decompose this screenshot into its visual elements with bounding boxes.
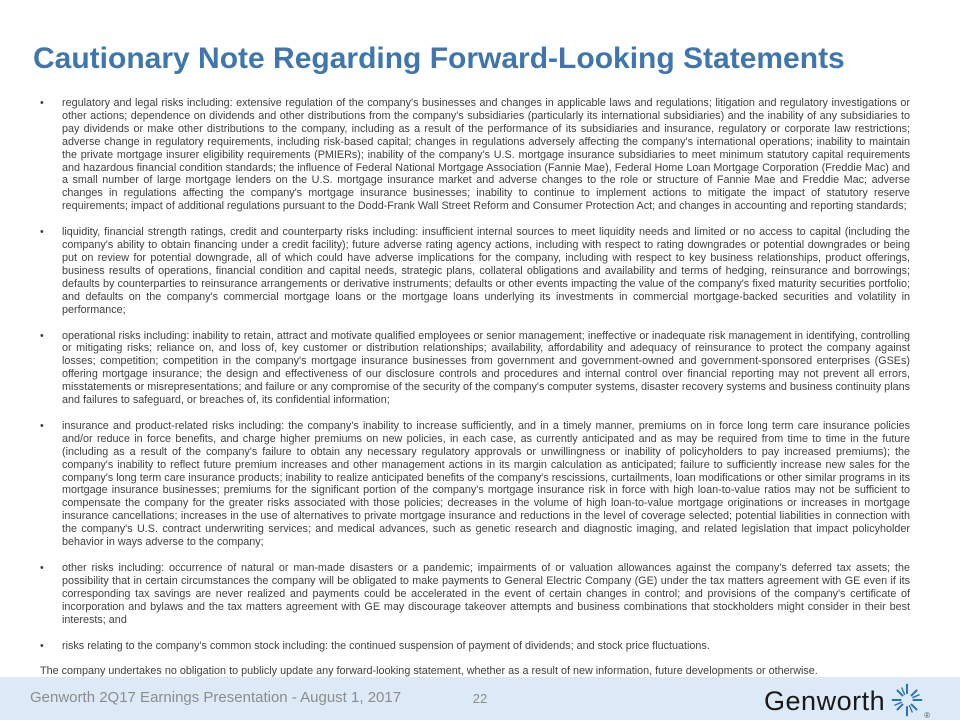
closing-note: The company undertakes no obligation to publicly update any forward-looking statement, whether as a result of new information, future developments or otherwise. [40,665,818,678]
bullet-icon: • [40,226,44,239]
footer-caption: Genworth 2Q17 Earnings Presentation - August 1, 2017 [30,689,402,706]
page-number: 22 [472,691,488,706]
registered-mark: ® [924,711,930,720]
bullet-item-insurance [40,420,910,549]
footer-bar [0,677,960,720]
bullet-item-common-stock [40,640,910,653]
page-title: Cautionary Note Regarding Forward-Looking Statements [33,42,845,75]
starburst-icon [888,681,926,724]
bullet-icon: • [40,329,44,342]
bullet-item-regulatory [40,97,910,213]
bullet-item-liquidity [40,226,910,316]
bullet-item-operational [40,330,910,407]
bullet-icon: • [40,562,44,574]
bullet-text-liquidity: liquidity, financial strength ratings, credit and counterparty risks including: insufficient internal sources to meet liquidity needs and limited or no access to capital (including the company's ability to obtain financing under a credit facility); future adverse rating agency actions, including with respect to rating downgrades or potential downgrades or being put on review for potential downgrade, all of which could have adverse implications for the company, including with respect to key business relationships, product offerings, business results of operations, financial condition and capital needs, strategic plans, collateral obligations and availability and terms of hedging, reinsurance and borrowings; defaults by counterparties to reinsurance arrangements or derivative instruments; defaults or other events impacting the value of the company's fixed maturity securities portfolio; and defaults on the company's commercial mortgage loans or the mortgage loans underlying its investments in commercial mortgage-backed securities and volatility in performance; [62,226,910,316]
bullet-icon: • [40,419,44,432]
bullet-item-other [40,562,910,627]
bullet-icon: • [40,639,44,652]
genworth-logo [764,680,932,723]
bullet-text-other: other risks including: occurrence of natural or man-made disasters or a pandemic; impairments of or valuation allowances against the company's deferred tax assets; the possibility that in certain circumstances the company will be obligated to make payments to General Electric Company (GE) under the tax matters agreement with GE even if its corresponding tax savings are never realized and payments could be accelerated in the event of certain changes in control; and provisions of the company's certificate of incorporation and bylaws and the tax matters agreement with GE may discourage takeover attempts and business combinations that stockholders might consider in their best interests; and [62,562,910,626]
bullet-icon: • [40,97,44,109]
genworth-logo-text: Genworth [764,686,886,716]
bullet-text-insurance: insurance and product-related risks including: the company's inability to increase sufficiently, and in a timely manner, premiums on in force long term care insurance policies and/or reduce in force benefits, and charge higher premiums on new policies, in each case, as currently anticipated and as may be required from time to time in the future (including as a result of the company's failure to obtain any necessary regulatory approvals or unwillingness or inability of policyholders to pay increased premiums); the company's inability to reflect future premium increases and other management actions in its margin calculation as anticipated; failure to sufficiently increase new sales for the company's long term care insurance products; inability to realize anticipated benefits of the company's rescissions, curtailments, loan modifications or other similar programs in its mortgage insurance businesses; premiums for the significant portion of the company's mortgage insurance risk in force with high loan-to-value ratios may not be sufficient to compensate the company for the greater risks associated with those policies; decreases in the volume of high loan-to-value mortgage originations or increases in mortgage insurance cancellations; increases in the use of alternatives to private mortgage insurance and reductions in the level of coverage selected; potential liabilities in connection with the company's U.S. contract underwriting services; and medical advances, such as genetic research and diagnostic imaging, and related legislation that impact policyholder behavior in ways adverse to the company; [62,419,910,549]
bullet-text-common-stock: risks relating to the company's common stock including: the continued suspension of payment of dividends; and stock price fluctuations. [62,639,710,652]
bullet-text-operational: operational risks including: inability to retain, attract and motivate qualified employees or senior management; ineffective or inadequate risk management in identifying, controlling or mitigating risks; reliance on, and loss of, key customer or distribution relationships; availability, affordability and adequacy of reinsurance to protect the company against losses; competition; competition in the company's mortgage insurance businesses from government and government-owned and government-sponsored enterprises (GSEs) offering mortgage insurance; the design and effectiveness of our disclosure controls and procedures and internal control over financial reporting may not prevent all errors, misstatements or misrepresentations; and failure or any compromise of the security of the company's computer systems, disaster recovery systems and business continuity plans and failures to safeguard, or breaches of, its confidential information; [62,329,910,407]
bullet-list [0,97,960,678]
bullet-text-regulatory: regulatory and legal risks including: extensive regulation of the company's businesses and changes in applicable laws and regulations; litigation and regulatory investigations or other actions; dependence on dividends and other distributions from the company's subsidiaries (particularly its international subsidiaries) and the inability of any subsidiaries to pay dividends or make other distributions to the company, including as a result of the performance of its subsidiaries and insurance, regulatory or corporate law restrictions; adverse change in regulatory requirements, including risk-based capital; changes in regulations adversely affecting the company's international operations; inability to maintain the private mortgage insurer eligibility requirements (PMIERs); inability of the company's U.S. mortgage insurance subsidiaries to meet minimum statutory capital requirements and hazardous financial condition standards; the influence of Federal National Mortgage Association (Fannie Mae), Federal Home Loan Mortgage Corporation (Freddie Mac) and a small number of large mortgage lenders on the U.S. mortgage insurance market and adverse changes to the role or structure of Fannie Mae and Freddie Mac; adverse changes in regulations affecting the company's mortgage insurance businesses; inability to continue to implement actions to mitigate the impact of statutory reserve requirements; impact of additional regulations pursuant to the Dodd-Frank Wall Street Reform and Consumer Protection Act; and changes in accounting and reporting standards; [62,97,910,213]
